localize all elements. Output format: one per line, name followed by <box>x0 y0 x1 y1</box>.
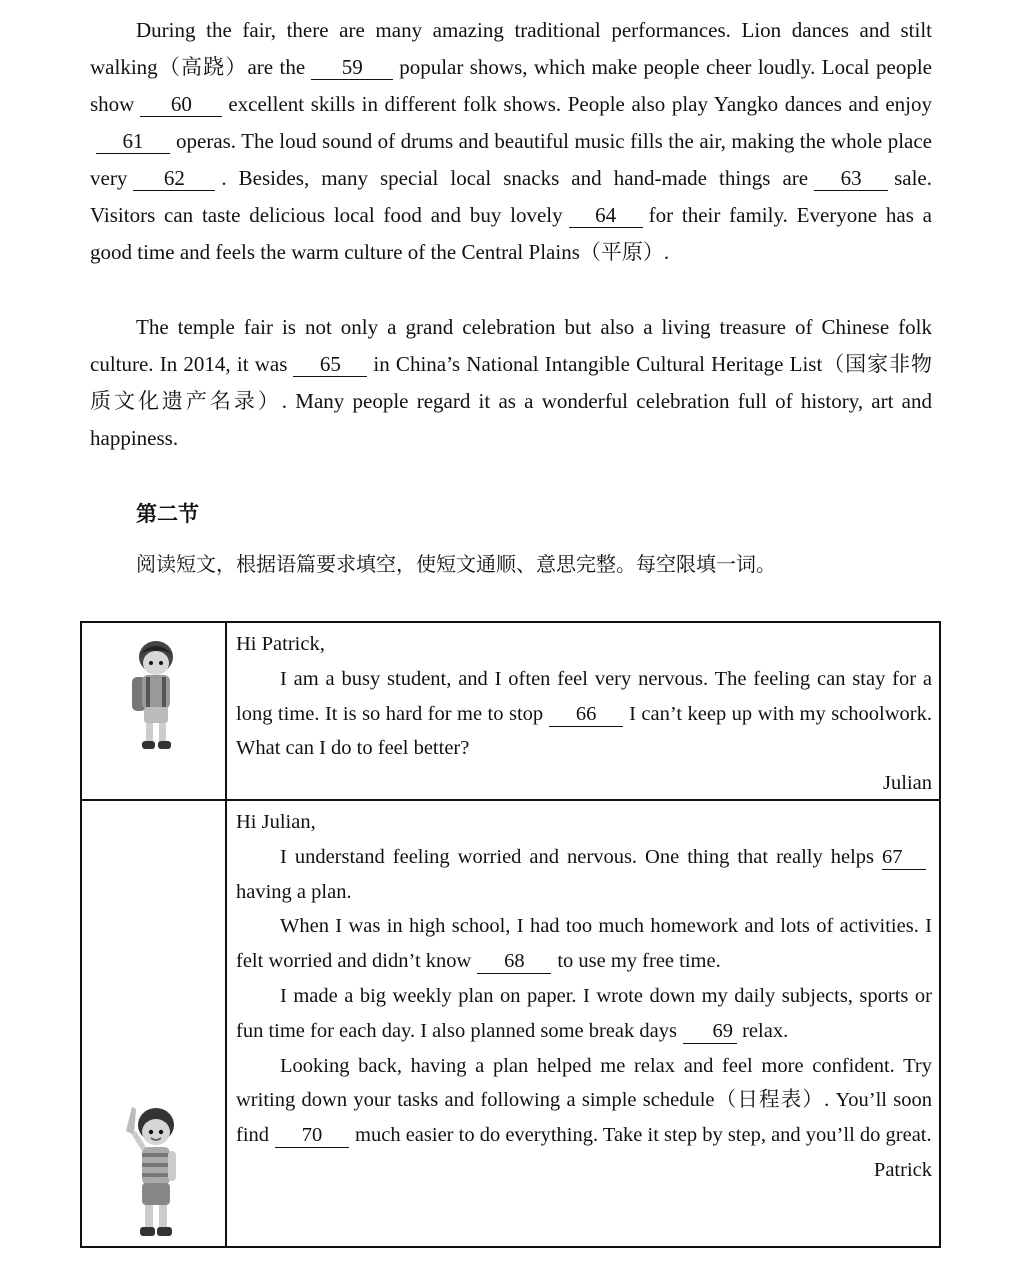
blank-59: 59 <box>311 55 393 80</box>
blank-65: 65 <box>293 352 367 377</box>
letter-paragraph <box>236 1049 932 1153</box>
passage-text: sale. Visitors can taste delicious local food and buy lovely <box>90 166 932 227</box>
letter-text: Looking back, having a plan helped me relax and feel more confident. Try writing down your tasks and following a simple schedule（日程表）. You’ll soon find <box>236 1054 932 1147</box>
blank-63: 63 <box>814 166 888 191</box>
letter-text: I can’t keep up with my schoolwork. What can I do to feel better? <box>236 702 932 760</box>
blank-70: 70 <box>275 1123 349 1148</box>
letter-text: I am a busy student, and I often feel very nervous. The feeling can stay for a long time. It is so hard for me to stop <box>236 667 932 725</box>
blank-68: 68 <box>477 949 551 974</box>
letter-text: much easier to do everything. Take it step by step, and you’ll do great. <box>355 1124 932 1147</box>
letter-text: I understand feeling worried and nervous. One thing that really helps <box>280 845 874 868</box>
letter-paragraph <box>236 979 932 1049</box>
blank-61: 61 <box>96 129 170 154</box>
passage-text: During the fair, there are many amazing traditional performances. Lion dances and stilt walking（高跷）are the <box>90 18 932 79</box>
letter-signature: Julian <box>883 772 932 795</box>
passage-paragraph-1 <box>90 12 932 271</box>
letter-row-julian <box>82 623 939 801</box>
blank-66: 66 <box>549 702 623 727</box>
passage-text: excellent skills in different folk shows. People also play Yangko dances and enjoy <box>228 92 932 116</box>
blank-62: 62 <box>133 166 215 191</box>
letters-table <box>80 621 941 1248</box>
letter-row-patrick <box>82 801 939 1246</box>
letter-paragraph <box>236 840 932 910</box>
avatar-cell <box>82 623 227 799</box>
passage-text: in China’s National Intangible Cultural Heritage List（国家非物质文化遗产名录）. Many people regard it as a wonderful celebration full of history, art and happiness. <box>90 352 932 450</box>
letter-body <box>236 662 932 766</box>
blank-67: 67 <box>882 845 926 870</box>
letter-text: to use my free time. <box>557 950 721 973</box>
letter-patrick <box>236 805 932 1188</box>
blank-69: 69 <box>683 1019 737 1044</box>
section-instruction: 阅读短文，根据语篇要求填空，使短文通顺、意思完整。每空限填一词。 <box>136 552 776 576</box>
letter-text: When I was in high school, I had too much homework and lots of activities. I felt worried and didn’t know <box>236 915 932 973</box>
boy-pointing-icon <box>122 1101 186 1241</box>
passage-paragraph-2 <box>90 309 932 457</box>
letter-text: relax. <box>742 1019 789 1042</box>
blank-64: 64 <box>569 203 643 228</box>
passage-text: operas. The loud sound of drums and beautiful music fills the air, making the whole place very <box>90 129 932 190</box>
passage-text: The temple fair is not only a grand celebration but also a living treasure of Chinese folk culture. In 2014, it was <box>90 315 932 376</box>
passage-text: for their family. Everyone has a good time and feels the warm culture of the Central Plains（平原）. <box>90 203 932 264</box>
letter-signature: Patrick <box>873 1158 932 1181</box>
letter-text: having a plan. <box>236 880 352 903</box>
avatar-cell <box>82 801 227 1246</box>
letter-greeting: Hi Patrick, <box>236 633 325 655</box>
letter-paragraph <box>236 909 932 979</box>
letter-greeting: Hi Julian, <box>236 811 316 833</box>
section-title: 第二节 <box>136 502 199 526</box>
blank-60: 60 <box>140 92 222 117</box>
boy-with-backpack-icon <box>126 637 186 755</box>
passage-text: popular shows, which make people cheer loudly. Local people show <box>90 55 932 116</box>
letter-julian <box>236 627 932 801</box>
letter-text: I made a big weekly plan on paper. I wrote down my daily subjects, sports or fun time for each day. I also planned some break days <box>236 984 932 1042</box>
passage-text: . Besides, many special local snacks and hand-made things are <box>221 166 809 190</box>
